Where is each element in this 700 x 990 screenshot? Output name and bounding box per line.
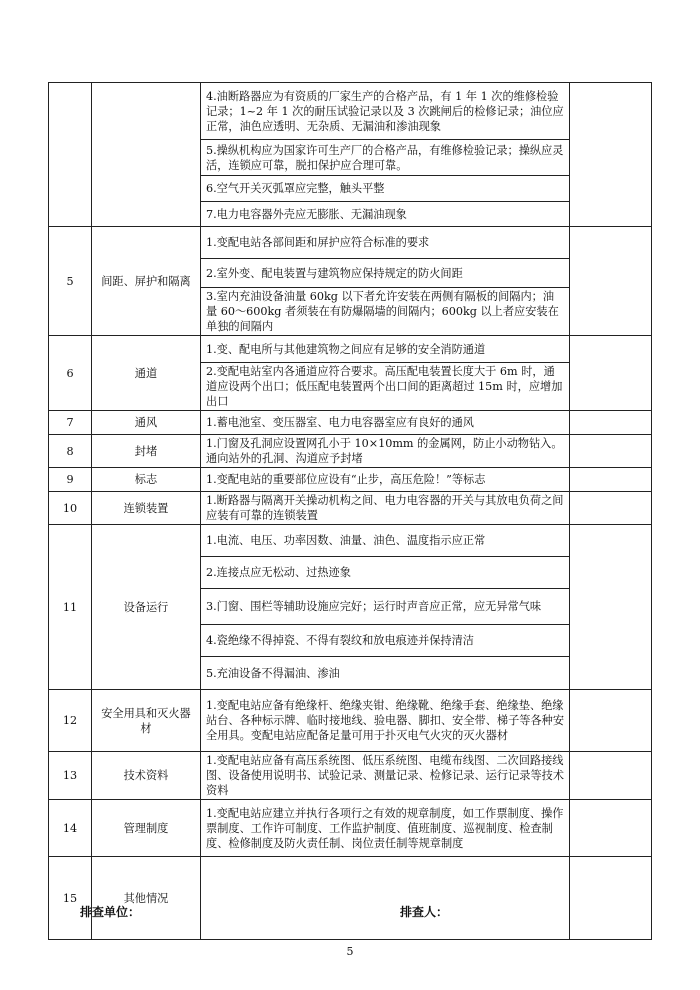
- row-number: 8: [49, 435, 92, 468]
- row-number: 11: [49, 525, 92, 690]
- table-row: [49, 857, 652, 940]
- requirement: 5.操纵机构应为国家许可生产厂的合格产品，有维修检验记录；操纵应灵活，连锁应可靠，脱扣保护应合理可靠。: [201, 140, 570, 176]
- check-item: 封堵: [92, 435, 201, 468]
- result-cell[interactable]: [570, 690, 652, 752]
- requirement: 1.变配电站应备有高压系统图、低压系统图、电缆布线图、二次回路接线图、设备使用说明书、试验记录、测量记录、检修记录、运行记录等技术资料: [201, 752, 570, 800]
- check-item: 设备运行: [92, 525, 201, 690]
- row-number: 5: [49, 227, 92, 336]
- requirement: 1.断路器与隔离开关操动机构之间、电力电容器的开关与其放电负荷之间应装有可靠的连锁装置: [201, 492, 570, 525]
- requirement: 6.空气开关灭弧罩应完整，触头平整: [201, 176, 570, 202]
- inspector-label: 排查人：: [400, 905, 449, 919]
- requirement: 5.充油设备不得漏油、渗油: [201, 657, 570, 690]
- result-cell[interactable]: [570, 435, 652, 468]
- requirement: 2.室外变、配电装置与建筑物应保持规定的防火间距: [201, 259, 570, 288]
- requirement: 1.变、配电所与其他建筑物之间应有足够的安全消防通道: [201, 336, 570, 363]
- table-row: [49, 752, 652, 800]
- result-cell[interactable]: [570, 227, 652, 336]
- check-item: 其他情况: [92, 857, 201, 940]
- check-item: [92, 83, 201, 227]
- requirement: [201, 857, 570, 940]
- check-item: 安全用具和灭火器材: [92, 690, 201, 752]
- result-cell[interactable]: [570, 800, 652, 857]
- table-row: [49, 83, 652, 140]
- check-item: 连锁装置: [92, 492, 201, 525]
- check-item: 技术资料: [92, 752, 201, 800]
- table-row: [49, 435, 652, 468]
- result-cell[interactable]: [570, 411, 652, 435]
- table-row: [49, 336, 652, 363]
- table-row: [49, 468, 652, 492]
- check-item: 间距、屏护和隔离: [92, 227, 201, 336]
- result-cell[interactable]: [570, 468, 652, 492]
- row-number: 15: [49, 857, 92, 940]
- requirement: 1.门窗及孔洞应设置网孔小于 10×10mm 的金属网，防止小动物钻入。通向站外的孔洞、沟道应予封堵: [201, 435, 570, 468]
- inspection-unit-label: 排查单位：: [80, 905, 141, 919]
- result-cell[interactable]: [570, 857, 652, 940]
- requirement: 4.油断路器应为有资质的厂家生产的合格产品，有 1 年 1 次的维修检验记录；1~2 年 1 次的耐压试验记录以及 3 次跳闸后的检修记录；油位应正常，油色应透明、无杂质、无漏油和渗油现象: [201, 83, 570, 140]
- requirement: 3.室内充油设备油量 60kg 以下者允许安装在两侧有隔板的间隔内；油量 60～600kg 者须装在有防爆隔墙的间隔内；600kg 以上者应安装在单独的间隔内: [201, 288, 570, 336]
- row-number: 12: [49, 690, 92, 752]
- requirement: 1.变配电站应建立并执行各项行之有效的规章制度，如工作票制度、操作票制度、工作许可制度、工作监护制度、值班制度、巡视制度、检查制度、检修制度及防火责任制、岗位责任制等规章制度: [201, 800, 570, 857]
- result-cell[interactable]: [570, 336, 652, 411]
- check-item: 通风: [92, 411, 201, 435]
- page-number: 5: [346, 945, 354, 958]
- requirement: 2.变配电站室内各通道应符合要求。高压配电装置长度大于 6m 时，通道应设两个出口；低压配电装置两个出口间的距离超过 15m 时，应增加出口: [201, 363, 570, 411]
- result-cell[interactable]: [570, 752, 652, 800]
- requirement: 2.连接点应无松动、过热迹象: [201, 557, 570, 589]
- requirement: 1.电流、电压、功率因数、油量、油色、温度指示应正常: [201, 525, 570, 557]
- check-item: 标志: [92, 468, 201, 492]
- row-number: 6: [49, 336, 92, 411]
- check-item: 通道: [92, 336, 201, 411]
- row-number: 10: [49, 492, 92, 525]
- requirement: 7.电力电容器外壳应无膨胀、无漏油现象: [201, 202, 570, 227]
- result-cell[interactable]: [570, 492, 652, 525]
- requirement: 1.蓄电池室、变压器室、电力电容器室应有良好的通风: [201, 411, 570, 435]
- requirement: 1.变配电站的重要部位应设有“止步，高压危险！”等标志: [201, 468, 570, 492]
- table-row: [49, 492, 652, 525]
- table-row: [49, 525, 652, 557]
- row-number: 14: [49, 800, 92, 857]
- table-row: [49, 227, 652, 259]
- row-number: [49, 83, 92, 227]
- table-row: [49, 411, 652, 435]
- requirement: 4.瓷绝缘不得掉瓷、不得有裂纹和放电痕迹并保持清洁: [201, 625, 570, 657]
- inspection-table: [48, 82, 652, 940]
- result-cell[interactable]: [570, 83, 652, 227]
- requirement: 1.变配电站各部间距和屏护应符合标准的要求: [201, 227, 570, 259]
- row-number: 9: [49, 468, 92, 492]
- row-number: 7: [49, 411, 92, 435]
- check-item: 管理制度: [92, 800, 201, 857]
- requirement: 3.门窗、围栏等辅助设施应完好；运行时声音应正常，应无异常气味: [201, 589, 570, 625]
- table-row: [49, 800, 652, 857]
- result-cell[interactable]: [570, 525, 652, 690]
- row-number: 13: [49, 752, 92, 800]
- table-row: [49, 690, 652, 752]
- requirement: 1.变配电站应备有绝缘杆、绝缘夹钳、绝缘靴、绝缘手套、绝缘垫、绝缘站台、各种标示牌、临时接地线、验电器、脚扣、安全带、梯子等各种安全用具。变配电站应配备足量可用于扑灭电气火灾的灭火器材: [201, 690, 570, 752]
